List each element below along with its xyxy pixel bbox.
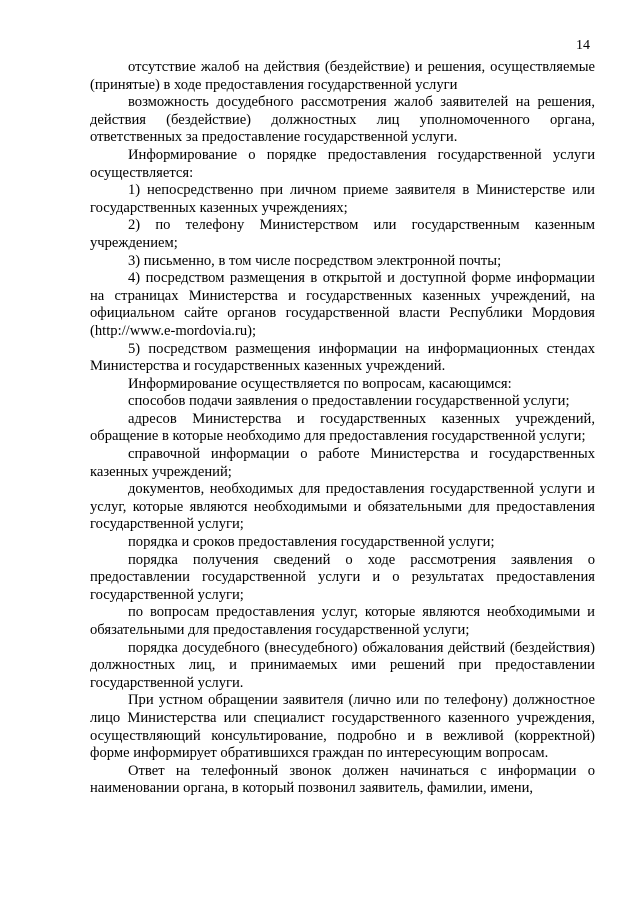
paragraph: Информирование осуществляется по вопросам, касающимся: — [128, 375, 512, 392]
paragraph: 5) посредством размещения информации на информационных стендах Министерства и государственных казенных учреждений. — [90, 340, 595, 375]
paragraph: справочной информации о работе Министерства и государственных казенных учреждений; — [90, 446, 595, 480]
paragraph: способов подачи заявления о предоставлении государственной услуги; — [128, 393, 570, 410]
paragraph: возможность досудебного рассмотрения жалоб заявителей на решения, действия (бездействие) должностных лиц уполномоченного органа, ответственных за предоставление государственной услуги. — [90, 94, 595, 146]
paragraph: 4) посредством размещения в открытой и доступной форме информации на страницах Министерства и государственных казенных учреждений, на официальном сайте органов государственной власти Республики Мордовия (http://www.e-mordovia.ru); — [90, 270, 595, 339]
paragraph: 2) по телефону Министерством или государственным казенным учреждением; — [90, 217, 595, 251]
paragraph: документов, необходимых для предоставления государственной услуги и услуг, которые являются необходимыми и обязательными для предоставления государственной услуги; — [90, 481, 595, 533]
paragraph: Ответ на телефонный звонок должен начинаться с информации о наименовании органа, в который позвонил заявитель, фамилии, имени, — [90, 762, 595, 797]
paragraph: адресов Министерства и государственных казенных учреждений, обращение в которые необходимо для предоставления государственной услуги; — [90, 410, 595, 445]
paragraph: Информирование о порядке предоставления государственной услуги осуществляется: — [90, 146, 595, 181]
paragraph: отсутствие жалоб на действия (бездействие) и решения, осуществляемые (принятые) в ходе предоставления государственной услуги — [90, 59, 595, 93]
paragraph: порядка получения сведений о ходе рассмотрения заявления о предоставлении государственной услуги и о результатах предоставления государственной услуги; — [90, 551, 595, 603]
paragraph: 3) письменно, в том числе посредством электронной почты; — [128, 252, 502, 269]
paragraph: по вопросам предоставления услуг, которые являются необходимыми и обязательными для предоставления государственной услуги; — [90, 604, 595, 638]
document-body — [90, 59, 595, 798]
paragraph: порядка и сроков предоставления государственной услуги; — [128, 534, 495, 551]
paragraph: порядка досудебного (внесудебного) обжалования действий (бездействия) должностных лиц, и принимаемых ими решений при предоставлении государственной услуги. — [90, 639, 595, 691]
page-number: 14 — [576, 38, 590, 53]
paragraph: 1) непосредственно при личном приеме заявителя в Министерстве или государственных казенных учреждениях; — [90, 182, 595, 216]
paragraph: При устном обращении заявителя (лично или по телефону) должностное лицо Министерства или специалист государственного казенного учреждения, осуществляющий консультирование, подробно и в вежливой (корректной) форме информирует обратившихся граждан по интересующим вопросам. — [90, 692, 595, 762]
